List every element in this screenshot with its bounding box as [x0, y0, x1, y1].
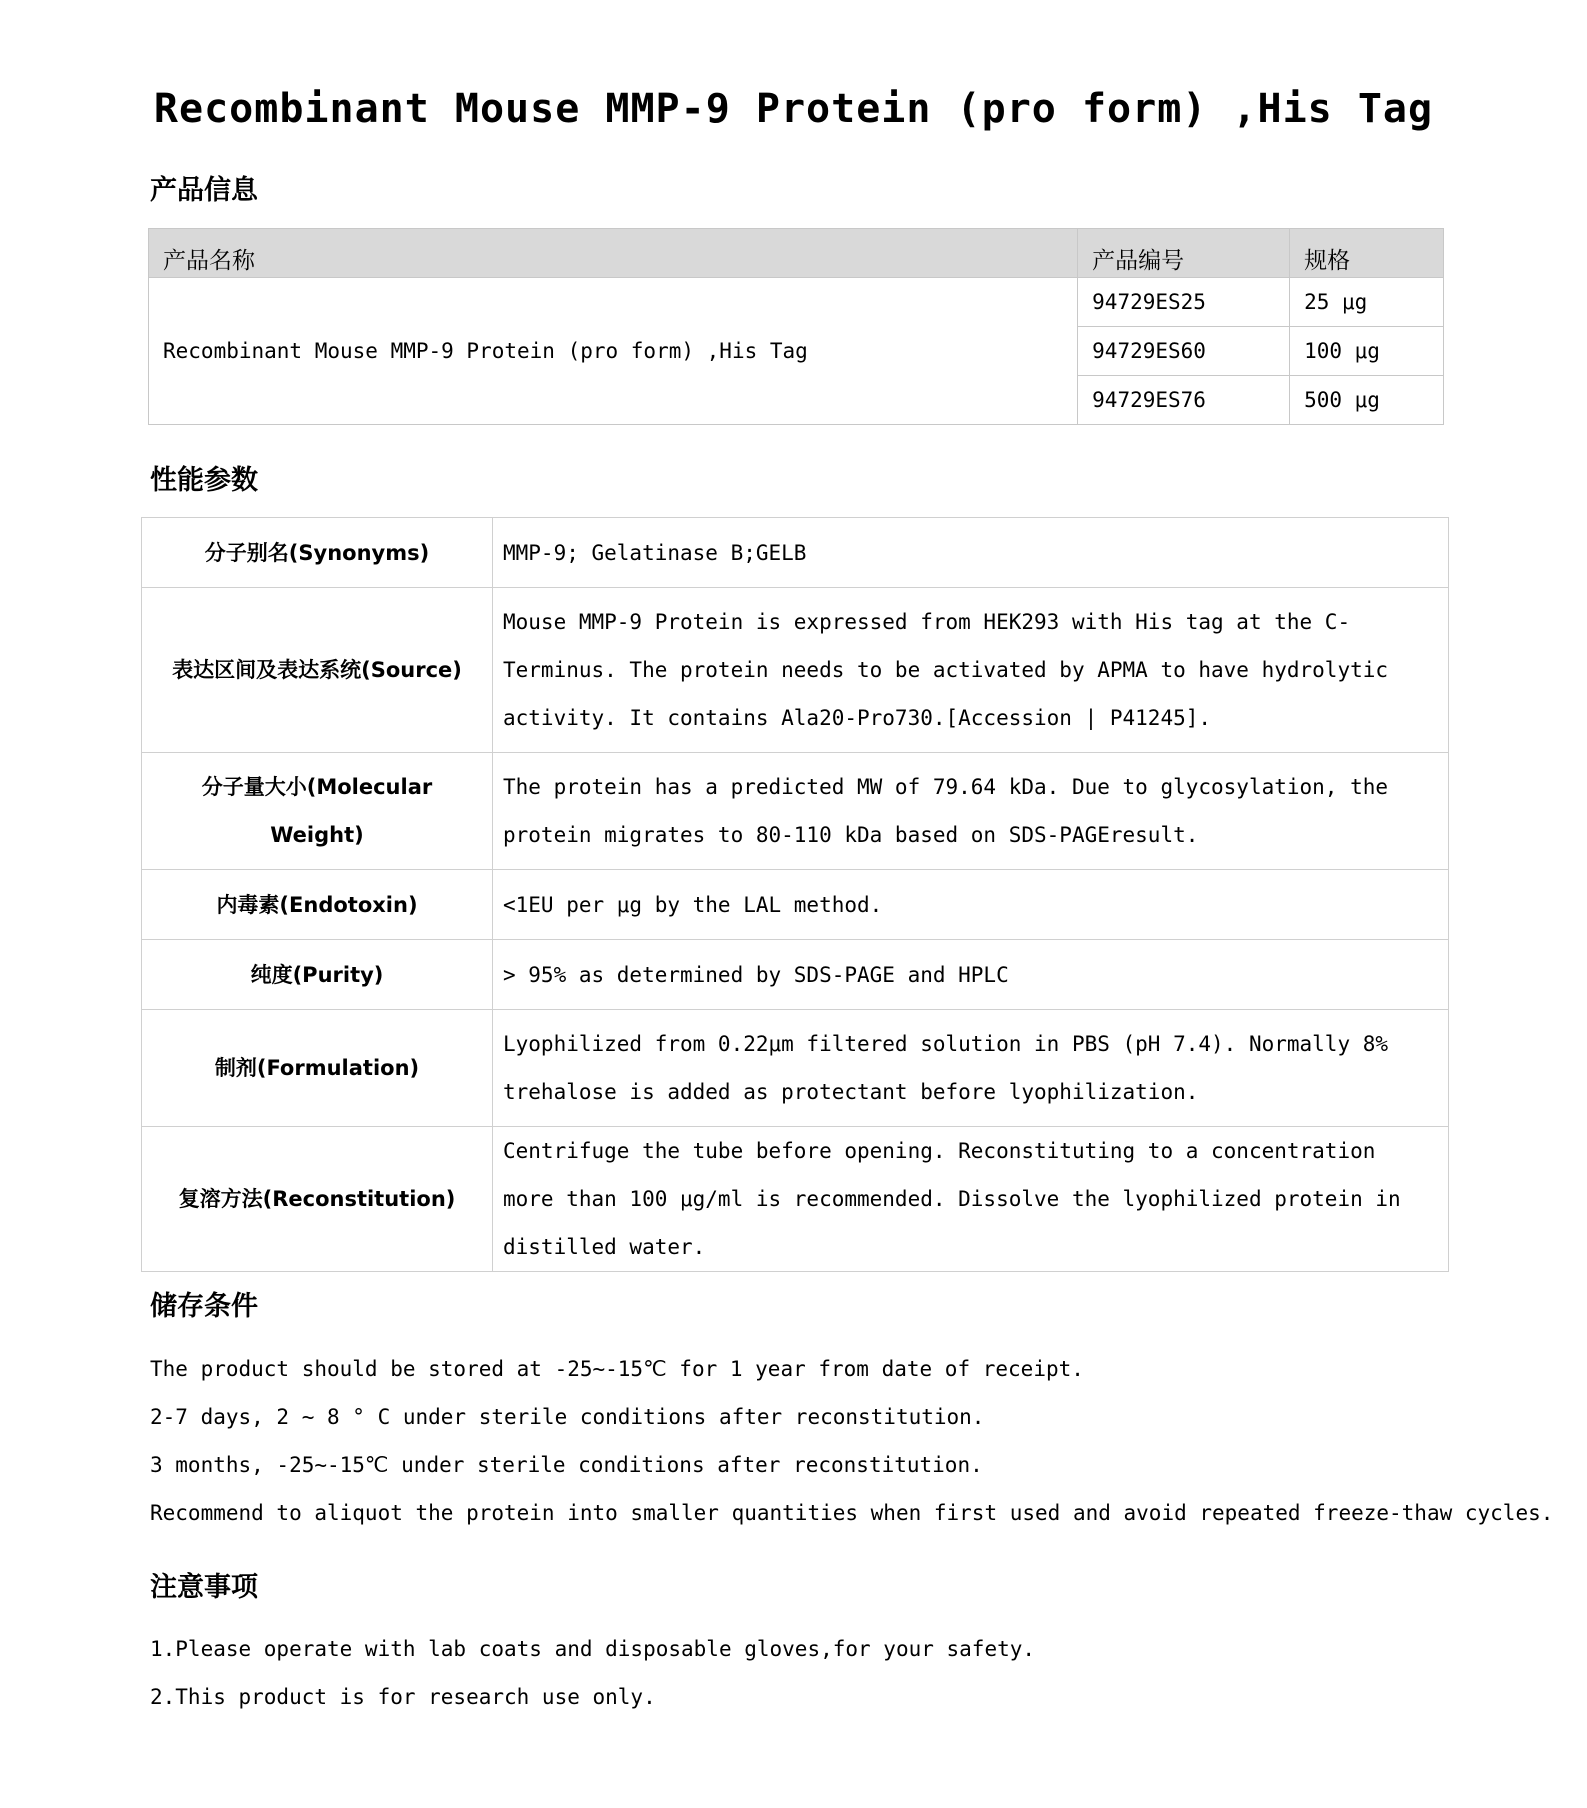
notes-list — [150, 1625, 1035, 1721]
param-value-reconstitution: Centrifuge the tube before opening. Reconstituting to a concentration more than 100 μg/ml is recommended. Dissolve the lyophilized protein in distilled water. — [493, 1127, 1449, 1272]
storage-line: Recommend to aliquot the protein into smaller quantities when first used and avoid repeated freeze-thaw cycles. — [150, 1501, 1554, 1525]
storage-line: 2-7 days, 2 ~ 8 ° C under sterile conditions after reconstitution. — [150, 1405, 985, 1429]
product-row — [149, 278, 1444, 327]
param-label-purity: 纯度(Purity) — [142, 940, 493, 1010]
param-label-endotoxin: 内毒素(Endotoxin) — [142, 870, 493, 940]
product-code-cell: 94729ES60 — [1078, 327, 1290, 376]
storage-heading: 储存条件 — [150, 1291, 258, 1322]
note-line: 1.Please operate with lab coats and disposable gloves,for your safety. — [150, 1637, 1036, 1661]
storage-line: 3 months, -25~-15℃ under sterile conditions after reconstitution. — [150, 1453, 983, 1477]
param-row-source — [142, 588, 1449, 753]
header-product-spec: 规格 — [1290, 229, 1444, 278]
param-row-purity — [142, 940, 1449, 1010]
performance-heading: 性能参数 — [150, 465, 258, 496]
product-name-cell: Recombinant Mouse MMP-9 Protein (pro form) ,His Tag — [149, 278, 1078, 425]
param-label-reconstitution: 复溶方法(Reconstitution) — [142, 1127, 493, 1272]
product-table-header-row — [149, 229, 1444, 278]
document-title: Recombinant Mouse MMP-9 Protein (pro form) ,His Tag — [153, 86, 1434, 132]
header-product-name: 产品名称 — [149, 229, 1078, 278]
product-code-cell: 94729ES76 — [1078, 376, 1290, 425]
param-label-synonyms: 分子别名(Synonyms) — [142, 518, 493, 588]
param-row-reconstitution — [142, 1127, 1449, 1272]
param-label-formulation: 制剂(Formulation) — [142, 1010, 493, 1127]
notes-heading: 注意事项 — [150, 1572, 258, 1603]
param-value-synonyms: MMP-9; Gelatinase B;GELB — [493, 518, 1449, 588]
param-row-formulation — [142, 1010, 1449, 1127]
product-spec-cell: 25 μg — [1290, 278, 1444, 327]
param-value-formulation: Lyophilized from 0.22μm filtered solution in PBS (pH 7.4). Normally 8% trehalose is added as protectant before lyophilization. — [493, 1010, 1449, 1127]
param-value-endotoxin: <1EU per μg by the LAL method. — [493, 870, 1449, 940]
product-code-cell: 94729ES25 — [1078, 278, 1290, 327]
param-value-source: Mouse MMP-9 Protein is expressed from HEK293 with His tag at the C-Terminus. The protein needs to be activated by APMA to have hydrolytic activity. It contains Ala20-Pro730.[Accession | P41245]. — [493, 588, 1449, 753]
param-value-purity: > 95% as determined by SDS-PAGE and HPLC — [493, 940, 1449, 1010]
product-spec-cell: 500 μg — [1290, 376, 1444, 425]
performance-table — [141, 517, 1449, 1272]
param-label-molecular-weight: 分子量大小(Molecular Weight) — [142, 753, 493, 870]
product-info-heading: 产品信息 — [150, 175, 258, 206]
param-row-endotoxin — [142, 870, 1449, 940]
param-row-synonyms — [142, 518, 1449, 588]
param-row-molecular-weight — [142, 753, 1449, 870]
storage-conditions — [150, 1345, 1553, 1537]
product-spec-cell: 100 μg — [1290, 327, 1444, 376]
storage-line: The product should be stored at -25~-15℃ for 1 year from date of receipt. — [150, 1357, 1084, 1381]
param-value-molecular-weight: The protein has a predicted MW of 79.64 kDa. Due to glycosylation, the protein migrates to 80-110 kDa based on SDS-PAGEresult. — [493, 753, 1449, 870]
note-line: 2.This product is for research use only. — [150, 1685, 656, 1709]
product-info-table — [148, 228, 1444, 425]
header-product-code: 产品编号 — [1078, 229, 1290, 278]
param-label-source: 表达区间及表达系统(Source) — [142, 588, 493, 753]
